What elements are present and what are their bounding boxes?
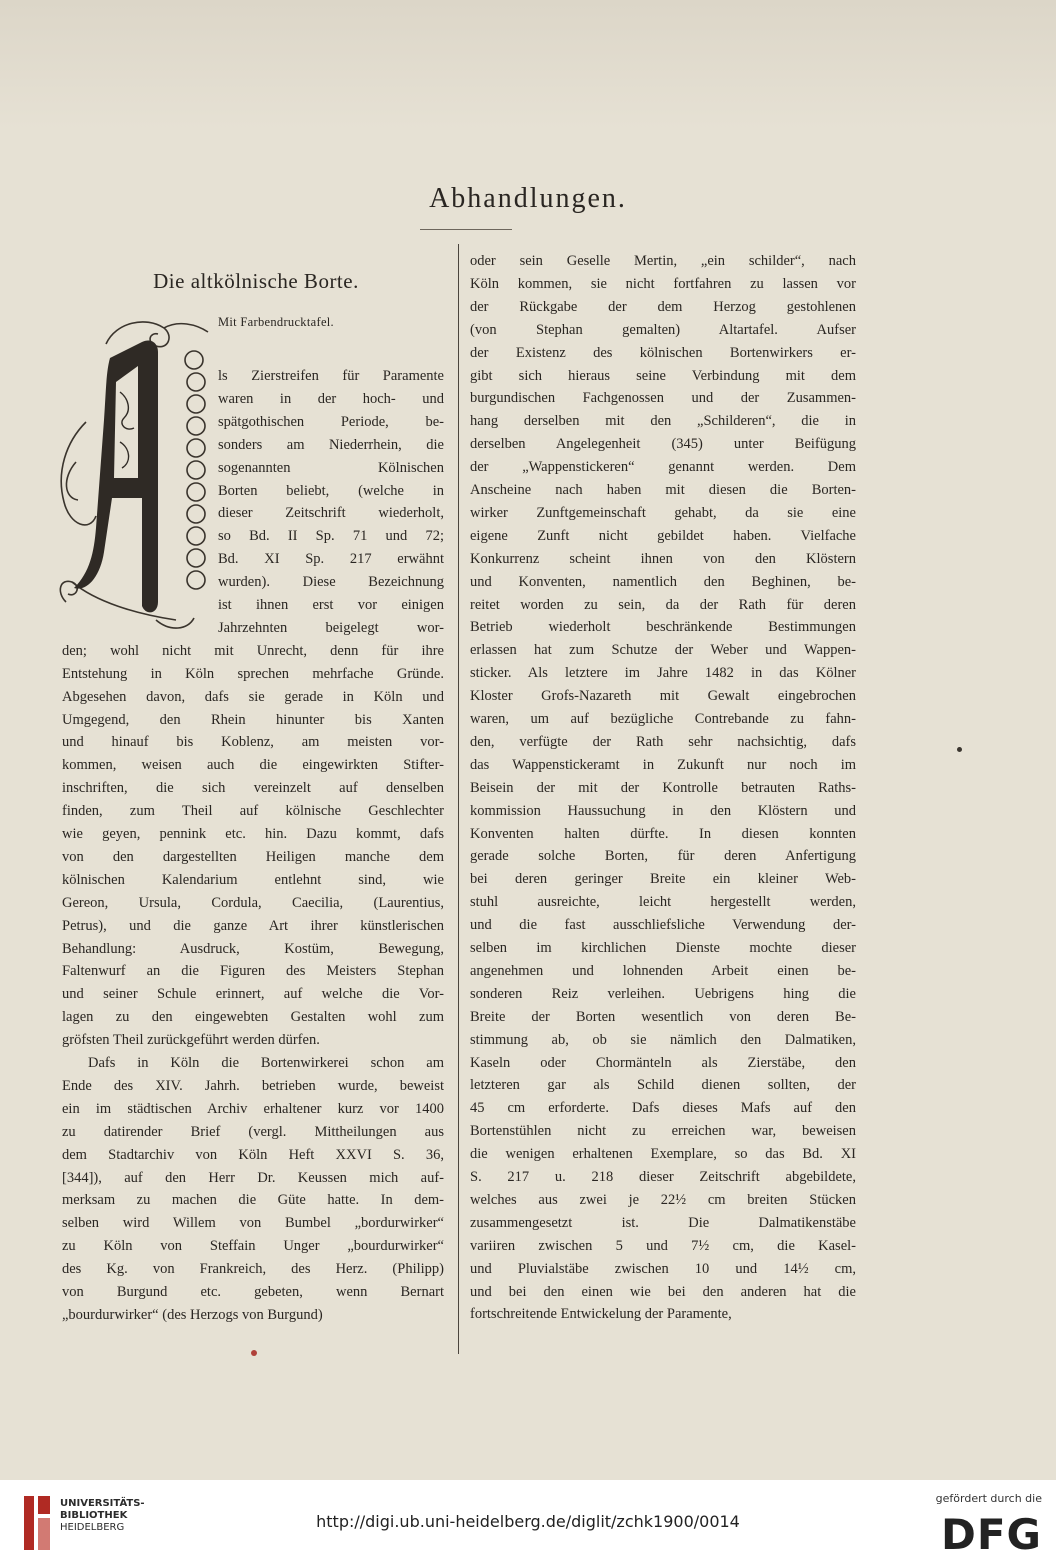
text-line: die wenigen erhaltenen Exemplare, so das Bd. XI [470, 1146, 856, 1163]
text-line: Behandlung: Ausdruck, Kostüm, Bewegung, [62, 940, 444, 957]
text-line: hang derselben mit den „Schilderen“, die in [470, 413, 856, 430]
text-line: Betrieb wiederholt beschränkende Bestimmungen [470, 619, 856, 636]
text-line: Umgegend, den Rhein hinunter bis Xanten [62, 711, 444, 728]
text-line: wie geyen, pennink etc. hin. Dazu kommt, dafs [62, 826, 444, 842]
text-line: so Bd. II Sp. 71 und 72; [218, 528, 444, 545]
digitization-footer [0, 1480, 1056, 1568]
text-line: Abgesehen davon, dafs sie gerade in Köln und [62, 688, 444, 705]
text-line: gröfsten Theil zurückgeführt werden dürfen. [62, 1032, 320, 1049]
text-line: eigene Zunft nicht gebildet haben. Vielfache [470, 527, 856, 544]
text-line: und seiner Schule erinnert, auf welche die Vor- [62, 986, 444, 1003]
text-line: Gereon, Ursula, Cordula, Caecilia, (Laurentius, [62, 894, 444, 911]
text-line: sogenannten Kölnischen [218, 459, 444, 476]
text-line: der Rückgabe der dem Herzog gestohlenen [470, 298, 856, 315]
text-line: welches aus zwei je 22½ cm breiten Stücken [470, 1191, 856, 1208]
text-line: und Konventen, namentlich den Beghinen, be- [470, 573, 856, 590]
text-line: und hinauf bis Koblenz, am meisten vor- [62, 734, 444, 751]
text-line: der „Wappenstickeren“ genannt werden. Dem [470, 459, 856, 476]
text-line: Konkurrenz scheint ihnen von den Klöstern [470, 550, 856, 567]
text-line: erlassen hat zum Schutze der Weber und Wappen- [470, 642, 856, 659]
text-line: Jahrzehnten beigelegt wor- [218, 619, 444, 636]
text-line: wirker Zunftgemeinschaft gehabt, da sie eine [470, 504, 856, 521]
text-line: burgundischen Fachgenossen und der Zusammen- [470, 390, 856, 407]
text-line: reitet worden zu sein, da der Rath für deren [470, 596, 856, 613]
section-heading: Abhandlungen. [429, 183, 627, 214]
text-line: der Existenz des kölnischen Bortenwirkers er- [470, 344, 856, 361]
text-line: stuhl ausreichte, leicht hergestellt werden, [470, 894, 856, 911]
text-line: lagen zu den eingewebten Gestalten wohl zum [62, 1009, 444, 1026]
speck-mark [957, 747, 962, 752]
text-line: Kloster Grofs-Nazareth mit Gewalt eingebrochen [470, 688, 856, 705]
text-line: Petrus), und die ganze Art ihrer künstlerischen [62, 917, 444, 934]
text-line: und Pluvialstäbe zwischen 10 und 14½ cm, [470, 1260, 856, 1277]
text-line: kommen, weisen auch die eingewirkten Stifter- [62, 757, 444, 774]
text-line: waren in der hoch- und [218, 390, 444, 407]
library-name-line: BIBLIOTHEK [60, 1510, 128, 1521]
text-line: angenehmen und lohnenden Arbeit einen be- [470, 962, 856, 979]
text-line: ein im städtischen Archiv erhaltener kurz vor 1400 [62, 1100, 444, 1117]
heading-rule [420, 229, 512, 230]
text-line: dem Stadtarchiv von Köln Heft XXVI S. 36, [62, 1146, 444, 1163]
text-line: letzteren gar als Schild dienen sollten, der [470, 1077, 856, 1094]
text-line: variiren zwischen 5 und 7½ cm, die Kasel- [470, 1237, 856, 1254]
article-title: Die altkölnische Borte. [153, 269, 359, 293]
text-line: waren, um auf bezügliche Contrebande zu fahn- [470, 711, 856, 727]
text-line: Dafs in Köln die Bortenwirkerei schon am [88, 1055, 444, 1071]
text-line: Köln kommen, sie nicht fortfahren zu lassen vor [470, 275, 856, 292]
column-divider [458, 244, 459, 1354]
text-line: Konventen halten dürfte. In diesen konnten [470, 825, 856, 842]
text-line: den; wohl nicht mit Unrecht, denn für ihre [62, 642, 444, 659]
text-line: und bei den einen wie bei den anderen hat die [470, 1283, 856, 1300]
text-line: spätgothischen Periode, be- [218, 413, 444, 430]
text-line: Bortenstühlen nicht zu erreichen war, beweisen [470, 1123, 856, 1140]
text-line: von Burgund etc. gebeten, wenn Bernart [62, 1284, 444, 1300]
text-line: S. 217 u. 218 dieser Zeitschrift abgebildete, [470, 1169, 856, 1185]
text-line: dieser Zeitschrift wiederholt, [218, 505, 444, 522]
text-line: oder sein Geselle Mertin, „ein schilder“, nach [470, 253, 856, 269]
text-line: derselben Angelegenheit (345) unter Beifügung [470, 436, 856, 453]
text-line: zusammengesetzt ist. Die Dalmatikenstäbe [470, 1214, 856, 1231]
text-line: des Kg. von Frankreich, des Herz. (Philipp) [62, 1261, 444, 1278]
text-line: [344]), auf den Herr Dr. Keussen mich auf- [62, 1169, 444, 1186]
text-line: Borten beliebt, (welche in [218, 482, 444, 499]
text-line: 45 cm erforderte. Dafs dieses Mafs auf den [470, 1100, 856, 1117]
library-name-line: UNIVERSITÄTS- [60, 1498, 145, 1509]
text-line: Beisein der mit der Kontrolle betrauten Raths- [470, 779, 856, 796]
text-line: wurden). Diese Bezeichnung [218, 574, 444, 591]
text-line: fortschreitende Entwickelung der Paramente, [470, 1306, 732, 1323]
dfg-logo: DFG [940, 1510, 1042, 1559]
text-line: finden, zum Theil auf kölnische Geschlechter [62, 803, 444, 820]
text-line: sonders am Niederrhein, die [218, 436, 444, 453]
article-subtitle: Mit Farbendrucktafel. [218, 315, 334, 329]
library-name-line: HEIDELBERG [60, 1522, 125, 1533]
speck-mark [251, 1350, 257, 1356]
text-line: merksam zu machen die Güte hatte. In dem- [62, 1192, 444, 1209]
text-line: kommission Haussuchung in den Klöstern und [470, 802, 856, 819]
text-line: gerade solche Borten, für deren Anfertigung [470, 848, 856, 865]
ornamental-initial-icon [46, 302, 216, 640]
text-line: selben im kirchlichen Dienste mochte dieser [470, 940, 856, 956]
text-line: ist ihnen erst vor einigen [218, 597, 444, 613]
funding-label: gefördert durch die [935, 1492, 1042, 1505]
permalink-url[interactable]: http://digi.ub.uni-heidelberg.de/diglit/zchk1900/0014 [316, 1512, 740, 1531]
text-line: von den dargestellten Heiligen manche dem [62, 848, 444, 865]
text-line: ls Zierstreifen für Paramente [218, 368, 444, 384]
text-line: Anscheine nach haben mit diesen die Borten- [470, 482, 856, 498]
text-line: sticker. Als letztere im Jahre 1482 in das Kölner [470, 665, 856, 682]
text-line: stimmung ab, ob sie nämlich den Dalmatiken, [470, 1031, 856, 1048]
text-line: zu datirender Brief (vergl. Mittheilungen aus [62, 1123, 444, 1140]
text-line: sonderen Reiz verleihen. Uebrigens hing die [470, 985, 856, 1002]
text-line: inschriften, die sich vereinzelt auf denselben [62, 780, 444, 797]
text-line: Bd. XI Sp. 217 erwähnt [218, 551, 444, 568]
text-line: das Wappenstickeramt in Zukunft nur noch im [470, 756, 856, 773]
text-line: selben wird Willem von Bumbel „bordurwirker“ [62, 1215, 444, 1232]
text-line: Entstehung in Köln sprechen mehrfache Gründe. [62, 665, 444, 682]
text-line: zu Köln von Steffain Unger „bourdurwirker“ [62, 1238, 444, 1255]
text-line: (von Stephan gemalten) Altartafel. Aufser [470, 321, 856, 338]
text-line: Breite der Borten wesentlich von deren Be- [470, 1008, 856, 1025]
text-line: gibt sich hieraus seine Verbindung mit dem [470, 367, 856, 384]
text-line: Ende des XIV. Jahrh. betrieben wurde, beweist [62, 1077, 444, 1094]
text-line: den, verfügte der Rath sehr nachsichtig, dafs [470, 733, 856, 750]
text-line: „bourdurwirker“ (des Herzogs von Burgund) [62, 1306, 323, 1323]
text-line: kölnischen Kalendarium entlehnt sind, wie [62, 871, 444, 888]
text-line: bei deren geringer Breite ein kleiner Web- [470, 871, 856, 888]
text-line: Kaseln oder Chormänteln als Zierstäbe, den [470, 1054, 856, 1071]
text-line: und die fast ausschliefsliche Verwendung der- [470, 917, 856, 934]
text-line: Faltenwurf an die Figuren des Meisters Stephan [62, 963, 444, 980]
